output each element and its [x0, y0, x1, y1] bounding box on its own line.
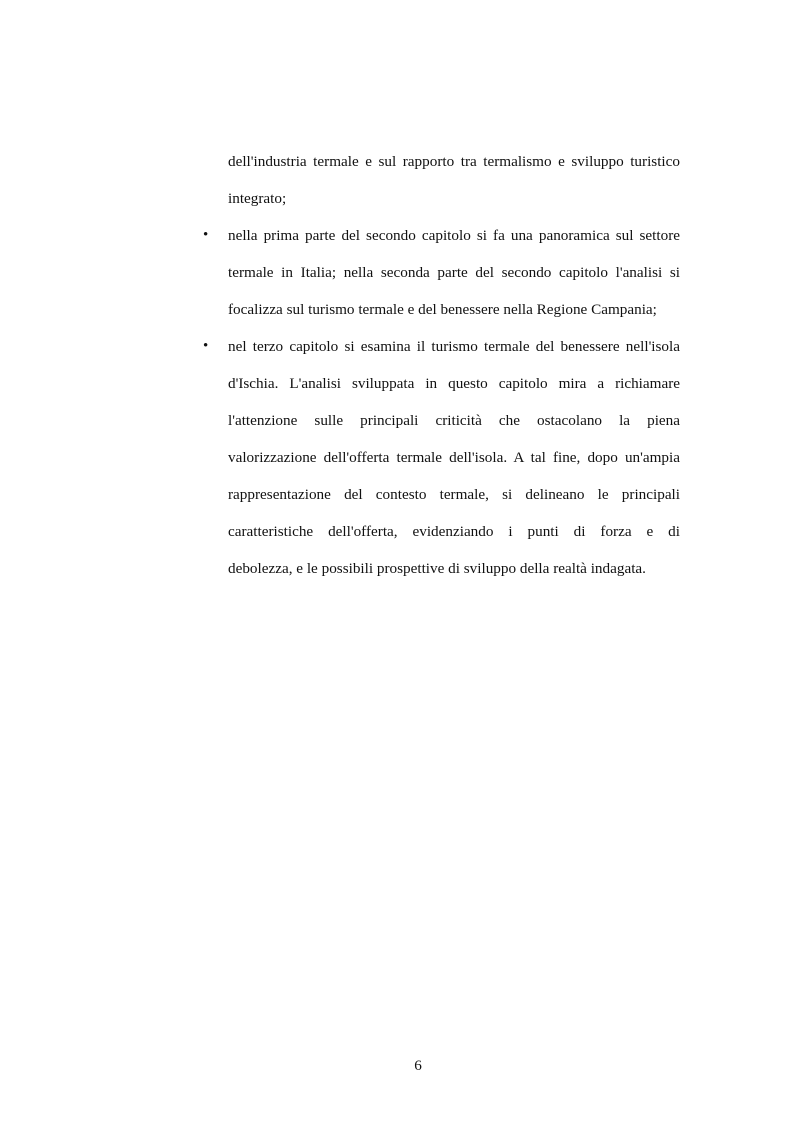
text-line: dell'industria termale e sul rapporto tra termalismo e sviluppo turistico [228, 153, 680, 170]
text-line: debolezza, e le possibili prospettive di sviluppo della realtà indagata. [228, 560, 646, 577]
bullet-text: nella prima parte del secondo capitolo si fa una panoramica sul settore [228, 227, 680, 244]
text-line [203, 328, 680, 365]
text-line [203, 217, 680, 254]
bullet-item-third-chapter [203, 328, 680, 587]
text-line: integrato; [228, 190, 287, 207]
text-line: termale in Italia; nella seconda parte del secondo capitolo l'analisi si [228, 264, 680, 281]
continuation-paragraph [228, 143, 680, 217]
text-line: rappresentazione del contesto termale, si delineano le principali [228, 486, 680, 503]
text-line: caratteristiche dell'offerta, evidenziando i punti di forza e di [228, 523, 680, 540]
body-text [203, 143, 680, 587]
text-line: d'Ischia. L'analisi sviluppata in questo capitolo mira a richiamare [228, 375, 680, 392]
bullet-item-second-chapter [203, 217, 680, 328]
page-number: 6 [414, 1057, 422, 1074]
text-line: l'attenzione sulle principali criticità che ostacolano la piena [228, 412, 680, 429]
text-line: focalizza sul turismo termale e del benessere nella Regione Campania; [228, 301, 657, 318]
bullet-icon: • [203, 338, 209, 354]
text-line: valorizzazione dell'offerta termale dell'isola. A tal fine, dopo un'ampia [228, 449, 680, 466]
bullet-icon: • [203, 227, 209, 243]
bullet-text: nel terzo capitolo si esamina il turismo termale del benessere nell'isola [228, 338, 680, 355]
